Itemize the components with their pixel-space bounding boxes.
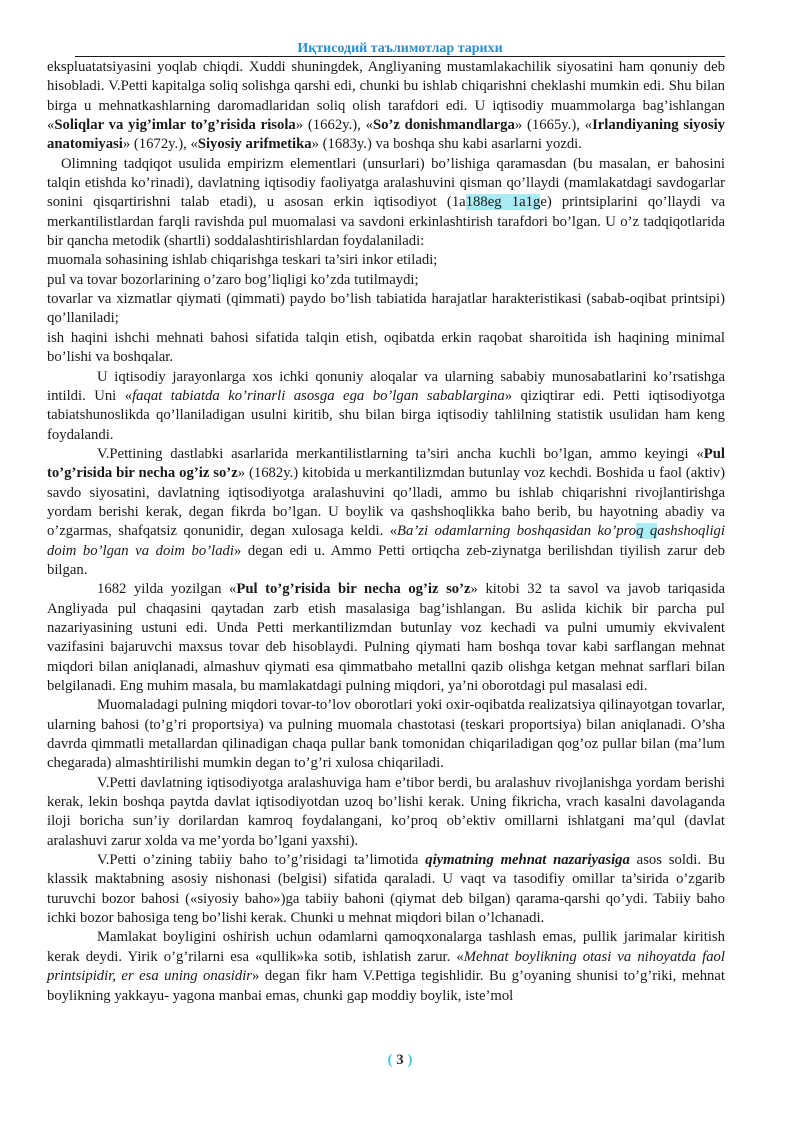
p4-title: Pul to’g’risida bir necha og’iz so’z xyxy=(47,445,725,482)
running-header: Иқтисодий таълимотлар тарихи xyxy=(297,41,503,56)
paragraph-9 xyxy=(47,928,725,1005)
p5-text-1: 1682 yilda yozilgan « xyxy=(97,581,237,598)
p8-text-1: V.Petti o’zining tabiiy baho to’g’risidagi ta’limotida xyxy=(97,852,426,869)
p3-text-2: » qiziqtirar edi. Petti iqtisodiyotga tabiatshunoslikda qo’llaniladigan usulni kiritib, shu bilan birga iqtisodiy tahlilning statistik usulidan ham keng foydalandi. xyxy=(47,387,726,443)
p9-text-2: » degan fikr ham V.Pettiga tegishlidir. Bu g’oyaning shunisi to’g’riki, mehnat boylikning yakkayu- yagona manbai emas, chunki gap moddiy boylik, iste’mol xyxy=(47,968,725,1004)
p4-text-2: » (1682y.) kitobida u merkantilizmdan butunlay voz kechdi. Boshida u faol (aktiv) savdo siyosatini, davlatning iqtisodiyotga aralashuvini qo’lladi, ammo bu ishlab chiqarishni rivojlantirishga yordam berishi kerak, degan fikrda bo’lgan. U boylik va qashshoqlikka baho berib, bu hayotning abadiy va o’zgarmas, shafqatsiz qonunidir, degan xulosaga keldi. « xyxy=(47,465,725,540)
p2-text-2: e) printsiplarini qo’llaydi va merkantilistlardan farqli ravishda pul muomalasi va savdoni erkinlashtirish tarafdori bo’lgan. U o’z tadqiqotlarida bir qancha metodik (shartli) soddalashtirishlardan foydalaniladi: xyxy=(47,194,725,250)
paragraph-4 xyxy=(47,445,725,580)
p1-title-4: Siyosiy arifmetika xyxy=(197,136,312,153)
header-rule xyxy=(75,56,725,57)
p5-title: Pul to’g’risida bir necha og’iz so’z xyxy=(236,581,471,598)
p1-text-3: » (1665y.), « xyxy=(514,117,593,134)
p4-quote-1: Ba’zi odamlarning boshqasidan ko’pro xyxy=(397,523,637,540)
p4-text-1: V.Pettining dastlabki asarlarida merkantilistlarning ta’siri ancha kuchli bo’lgan, ammo keyingi « xyxy=(97,445,704,462)
p1-title-1: Soliqlar va yig’imlar to’g’risida risola xyxy=(54,117,296,134)
paragraph-2 xyxy=(47,155,725,252)
p1-text-2: » (1662y.), « xyxy=(295,117,373,134)
paragraph-3 xyxy=(47,368,725,445)
p1-title-2: So’z donishmandlarga xyxy=(372,117,515,134)
p1-title-3: Irlandiyaning siyosiy anatomiyasi xyxy=(47,117,726,153)
paragraph-1 xyxy=(47,58,725,155)
p4-quote-highlight: q q xyxy=(636,523,658,540)
bracket-left: ( xyxy=(387,1052,393,1068)
paragraph-6: Muomaladagi pulning miqdori tovar-to’lov oborotlari yoki oxir-oqibatda realizatsiya qilinayotgan tovarlar, ularning bahosi (to’g’ri proportsiya) va pulning muomala chastotasi (teskari proportsiya) bilan aniqlanadi. O’sha davrda qimmatli metallardan qilinadigan chaqa pullar bank tomonidan chiqariladigan qog’oz pullar bilan (ma’lum chegarada) almashtirilishi mumkin degan to’g’ri xulosa chiqariladi. xyxy=(47,697,725,772)
p1-text-1: ekspluаtatsiyasini yoqlab chiqdi. Xuddi shuningdek, Angliyaning mustamlakachilik siyosatini ham qonuniy deb hisobladi. V.Petti kapitalga soliq solishga qarshi edi, chunki bu ishlab chiqarishni cheklashi mumkin edi. Shu bilan birga u mehnatkashlarning daromadlaridan soliq olish tarafdori edi. U iqtisodiy muammolarga bag’ishlangan « xyxy=(47,59,725,134)
paragraph-7: V.Petti davlatning iqtisodiyotga aralashuviga ham e’tibor berdi, bu aralashuv rivojlanishga yordam berishi kerak, lekin boshqa paytda davlat iqtisodiyotdan uzoq bo’lishi kerak. Uning fikricha, vrach kasalni davolaganda iloji boricha sun’iy dorilardan kamroq foydalangani, ko’proq ob’ektiv omillarni ishlatgani ma’qul (davlat aralashuvi zarur xolda va me’yorda bo’lgani yaxshi). xyxy=(47,774,725,849)
p1-text-4: » (1672y.), « xyxy=(122,136,198,153)
page-number-value: 3 xyxy=(396,1052,404,1068)
p4-quote-2: ashshoqligi doim bo’lgan va doim bo’ladi xyxy=(47,523,725,559)
p1-text-5: » (1683y.) va boshqa shu kabi asarlarni yozdi. xyxy=(311,136,582,153)
list-item: muomala sohasining ishlab chiqarishga teskari ta’siri inkor etiladi; xyxy=(47,252,438,269)
p3-text-1: U iqtisodiy jarayonlarga xos ichki qonuniy aloqalar va ularning sababiy munosabatlarini ko’rsatishga intildi. Uni « xyxy=(47,368,725,404)
list-item: tovarlar va xizmatlar qiymati (qimmati) paydo bo’lish tabiatida harajatlar harakteristikasi (sabab-oqibat printsipi) qo’llaniladi; xyxy=(47,291,725,327)
p8-emphasis: qiymatning mehnat nazariyasiga xyxy=(425,852,630,869)
p3-quote: faqat tabiatda ko’rinarli asosga ega bo’lgan sabablargina xyxy=(132,387,505,404)
paragraph-5 xyxy=(47,580,725,696)
p4-text-3: » degan edi u. Ammo Petti ortiqcha zeb-ziynatga berilishdan tiyilish zarur deb bilgan. xyxy=(47,542,725,578)
p9-quote: Mehnat boylikning otasi va nihoyatda faol printsipidir, er esa uning onasidir xyxy=(47,948,725,985)
p2-text-1: Olimning tadqiqot usulida empirizm elementlari (unsurlari) bo’lishiga qaramasdan (bu masalan, er bahosini talqin etishda ko’rinadi), davlatning iqtisodiy faoliyatga aralashuvini qisman qo’llaydi (mamlakatdagi savdogarlar sonini qisqartirishni talab etadi), u asosan erkin iqtisodiyot (1a xyxy=(47,155,725,211)
paragraph-8 xyxy=(47,851,725,928)
p9-text-1: Mamlakat boyligini oshirish uchun odamlarni qamoqxonalarga tashlash emas, pullik jarimalar kiritish kerak deydi. Yirik o’g’rilarni esa «qullik»ka sotib, ishlatish zarur. « xyxy=(47,929,725,965)
p5-text-2: » kitobi 32 ta savol va javob tariqasida Angliyada pul chaqasini qaytadan zarb etish masalasiga bag’ishlangan. Bu aslida kichik bir parcha pul nazariyasining ustuni edi. Unda Petti merkantilizmdan butunlay voz kechadi va pulni umumiy ekvivalent vazifasini bajaruvchi maxsus tovar deb hisoblaydi. Pulning qiymati ham boshqa tovar kabi sarflangan mehnat miqdori bilan aniqlanadi, almashuv qiymati esa qimmatbaho metallni qazib olishga ketgan mehnat sarflari bilan belgilanadi. Eng muhim masala, bu mamlakatdagi pulning miqdori, ya’ni oborotdagi pul masalasi edi. xyxy=(47,581,725,694)
page-number xyxy=(0,1052,800,1069)
p8-text-2: asos soldi. Bu klassik maktabning asosiy nishonasi (belgisi) sifatida qaraladi. U vaqt va tasodifiy omillar ta’sirida o’zgarib turuvchi bozor bahosi («siyosiy baho»)ga tabiiy bahoni (qiymat deb bilgan) qarama-qarshi qo’ydi. Tabiiy baho ichki bozor bahosiga teng bo’lishi kerak. Chunki u mehnat miqdori bilan o’lchanadi. xyxy=(47,852,725,927)
list-item: ish haqini ishchi mehnati bahosi sifatida talqin etish, oqibatda erkin raqobat sharoitida ish haqining minimal bo’lishi va boshqalar. xyxy=(47,329,725,366)
p2-highlight: 188eg 1a1g xyxy=(465,194,541,211)
list-item: pul va tovar bozorlarining o’zaro bog’liqligi ko’zda tutilmaydi; xyxy=(47,271,419,288)
bracket-right: ) xyxy=(407,1052,413,1068)
body-text xyxy=(47,58,725,1006)
